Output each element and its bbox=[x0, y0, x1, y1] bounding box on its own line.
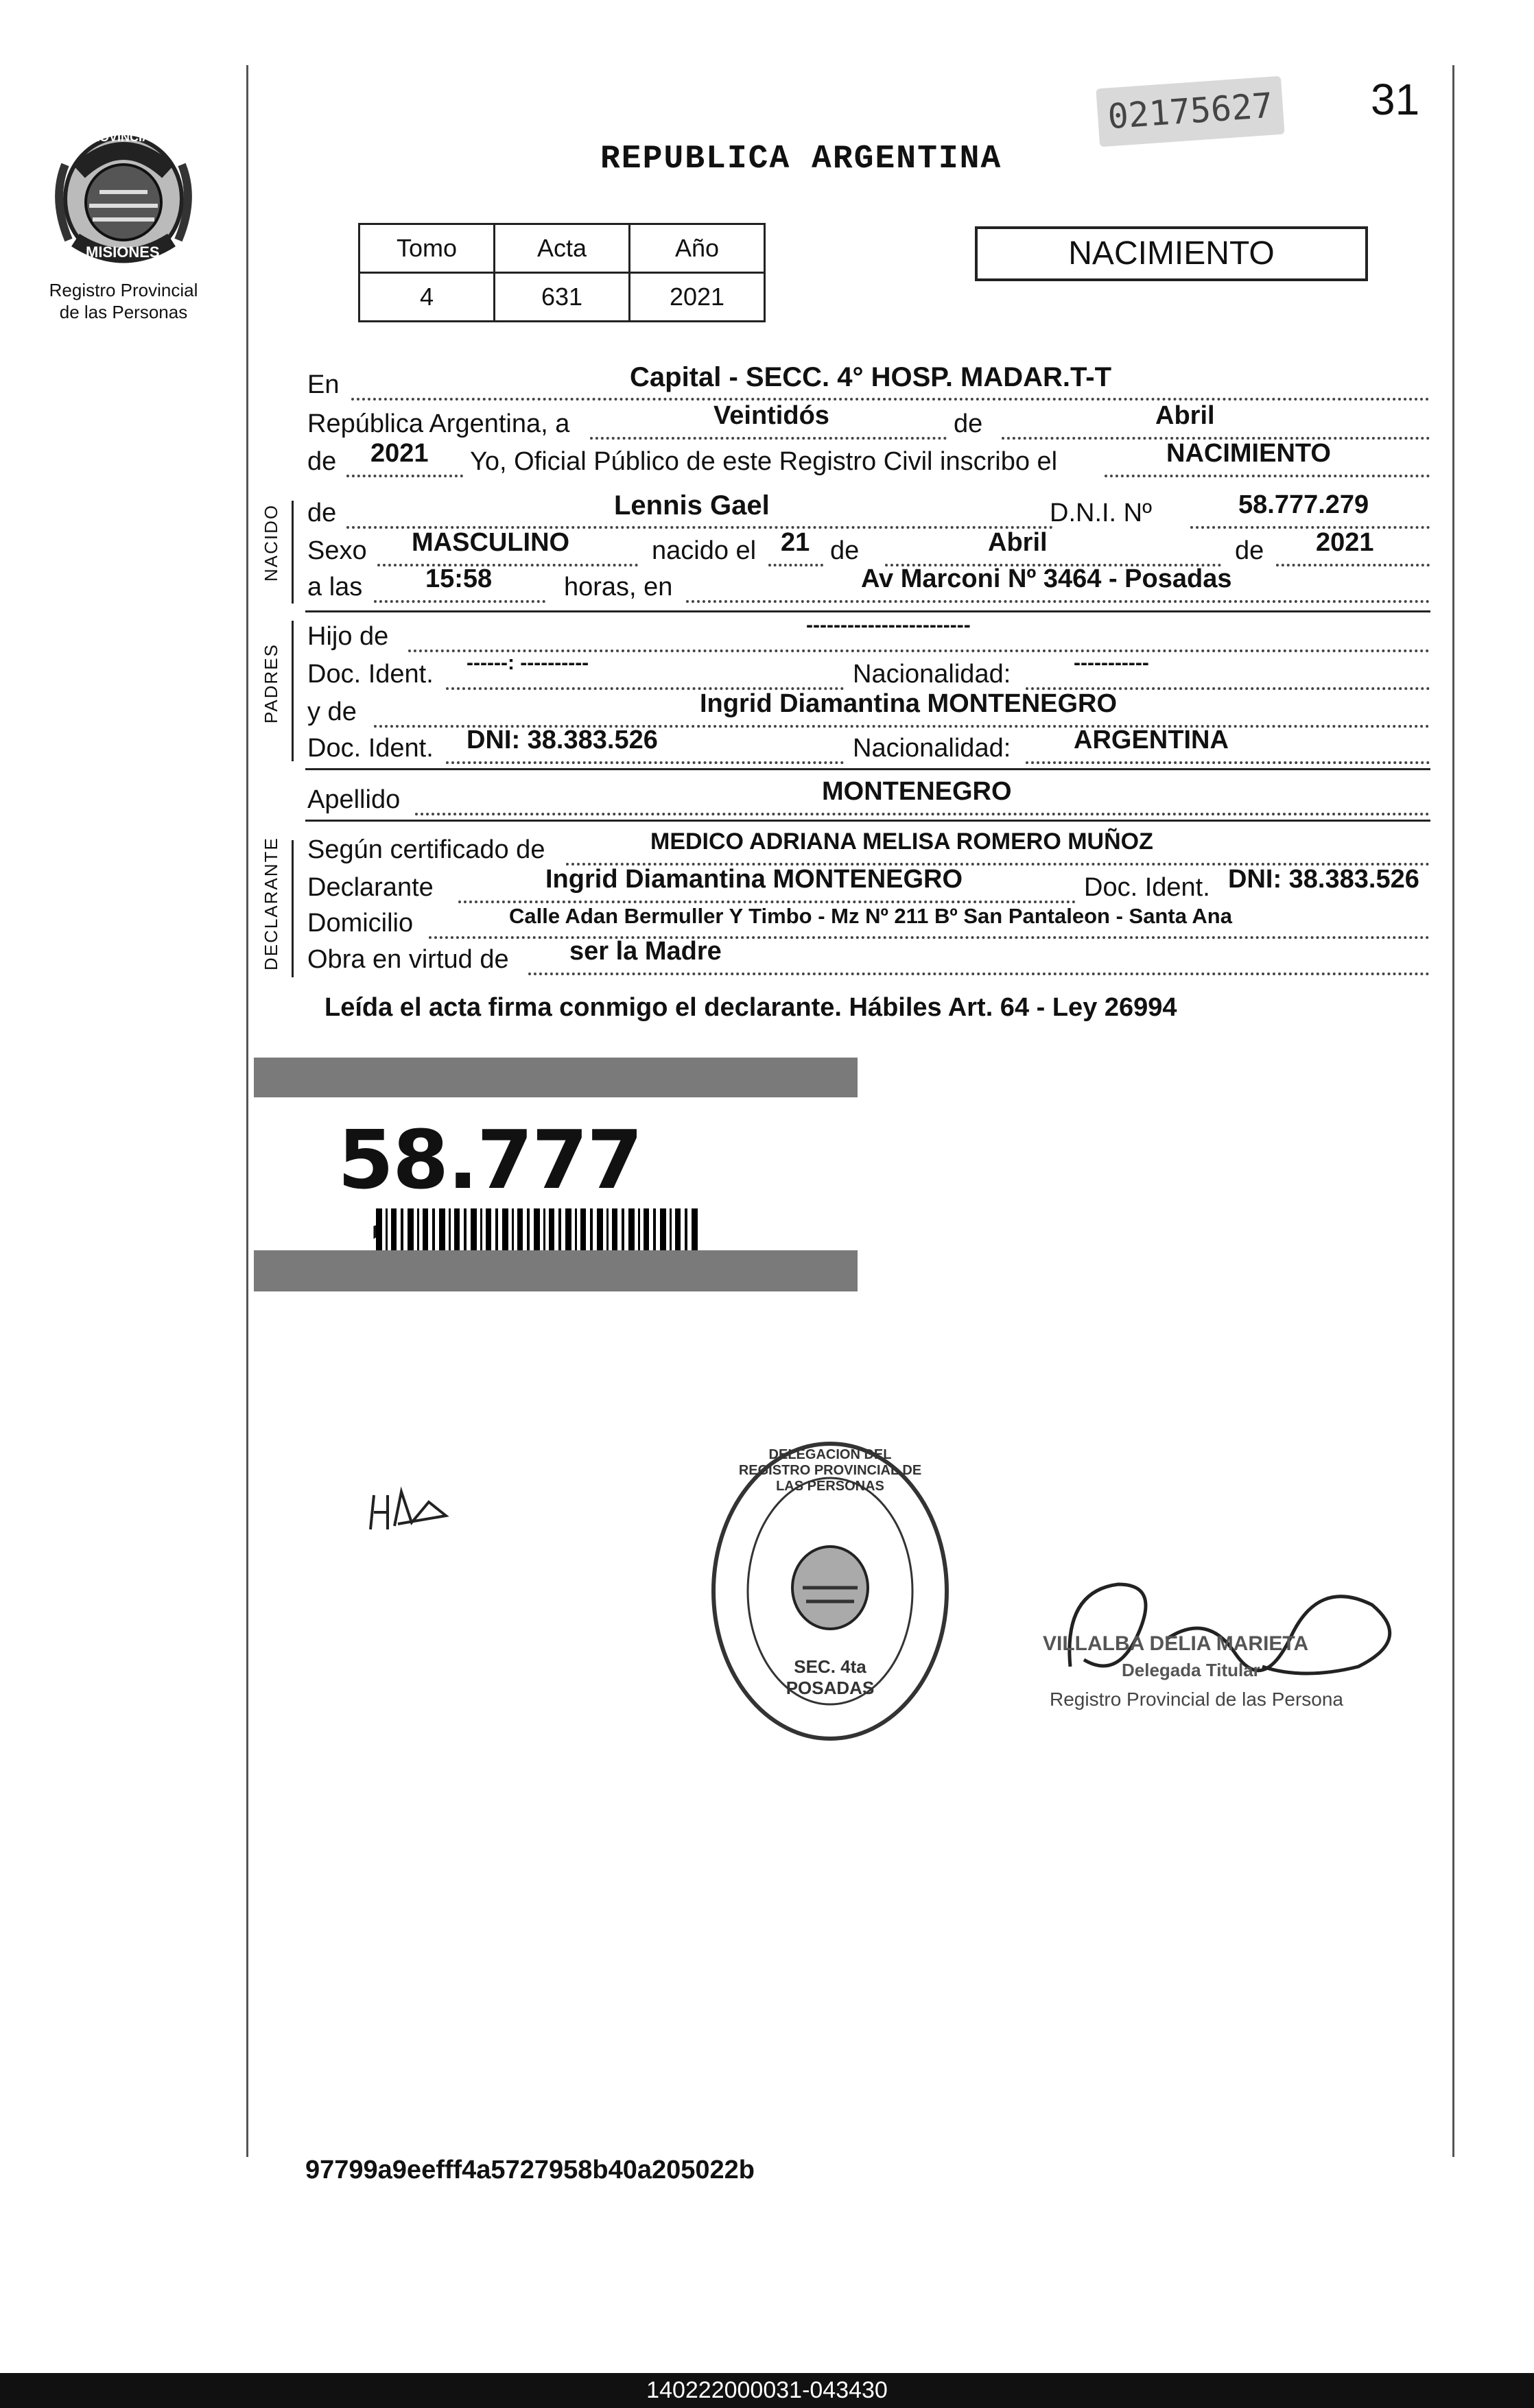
footer-code: 140222000031-043430 bbox=[646, 2377, 888, 2403]
stamp-inner-text: SEC. 4ta POSADAS bbox=[786, 1656, 875, 1698]
barcode-bottom-band bbox=[254, 1250, 858, 1291]
ref-header-acta: Acta bbox=[495, 224, 630, 273]
reference-table bbox=[358, 223, 766, 322]
republic-label: República Argentina, a bbox=[307, 409, 570, 438]
country-title: REPUBLICA ARGENTINA bbox=[600, 141, 1002, 178]
declarant-dots bbox=[458, 901, 1076, 903]
stamp-outer-text: DELEGACION DEL REGISTRO PROVINCIAL DE LAS PERSONAS bbox=[738, 1447, 922, 1494]
nacido-de-label-2: de bbox=[830, 536, 860, 565]
apellido-separator bbox=[305, 820, 1430, 822]
right-margin-line bbox=[1452, 65, 1454, 2157]
doc-ident-label-1: Doc. Ident. bbox=[307, 660, 434, 689]
month-value: Abril bbox=[1155, 401, 1215, 430]
padres-section-label: PADRES bbox=[261, 643, 281, 724]
birth-year-dots bbox=[1276, 564, 1430, 567]
apellido-dots bbox=[415, 813, 1430, 815]
footer-bar bbox=[0, 2373, 1534, 2408]
birth-day: 21 bbox=[781, 528, 810, 557]
sexo-label: Sexo bbox=[307, 536, 367, 565]
birth-place: Av Marconi Nº 3464 - Posadas bbox=[861, 564, 1232, 593]
act-word: NACIMIENTO bbox=[1166, 439, 1331, 468]
y-de-label: y de bbox=[307, 698, 357, 726]
nacido-separator bbox=[305, 610, 1430, 612]
nacionalidad-label-2: Nacionalidad: bbox=[853, 734, 1011, 763]
en-label: En bbox=[307, 370, 340, 399]
nacido-el-label: nacido el bbox=[652, 536, 757, 565]
apellido-label: Apellido bbox=[307, 785, 401, 814]
child-sex: MASCULINO bbox=[412, 528, 570, 557]
serial-stamp bbox=[1096, 76, 1284, 147]
doc-ident-label-2: Doc. Ident. bbox=[307, 734, 434, 763]
document-hash: 97799a9eefff4a5727958b40a205022b bbox=[305, 2156, 755, 2184]
hijo-de-label: Hijo de bbox=[307, 622, 389, 651]
time-dots bbox=[374, 600, 545, 603]
act-type-box bbox=[975, 226, 1368, 281]
mother-name: Ingrid Diamantina MONTENEGRO bbox=[700, 689, 1118, 718]
logo-bottom-text: MISIONES bbox=[86, 243, 160, 261]
father-name: ------------------------ bbox=[806, 614, 971, 636]
left-margin-line bbox=[246, 65, 248, 2157]
capacity-dots bbox=[528, 973, 1430, 975]
ref-header-ano: Año bbox=[630, 224, 765, 273]
padres-separator bbox=[305, 768, 1430, 770]
cert-label: Según certificado de bbox=[307, 835, 545, 864]
dni-dots bbox=[1190, 526, 1430, 529]
dni-label: D.N.I. Nº bbox=[1050, 499, 1152, 527]
day-words: Veintidós bbox=[713, 401, 829, 430]
horas-label: horas, en bbox=[564, 573, 673, 601]
officer-role: Delegada Titular bbox=[1122, 1660, 1260, 1680]
act-type-label: NACIMIENTO bbox=[1068, 235, 1275, 272]
logo-top-text: PROVINCIA DE bbox=[82, 130, 172, 144]
en-dots bbox=[351, 398, 1430, 401]
ref-header-tomo: Tomo bbox=[359, 224, 495, 273]
obra-label: Obra en virtud de bbox=[307, 945, 509, 974]
cert-value: MEDICO ADRIANA MELISA ROMERO MUÑOZ bbox=[650, 829, 1153, 855]
barcode-top-band bbox=[254, 1058, 858, 1097]
officer-text: Yo, Oficial Público de este Registro Civil inscribo el bbox=[470, 447, 1058, 476]
declarante-bracket bbox=[292, 840, 294, 977]
barcode-number: 58.777 bbox=[338, 1112, 642, 1207]
registry-name-line1: Registro Provincial bbox=[49, 280, 198, 300]
father-doc: ------: ---------- bbox=[467, 652, 589, 674]
ref-value-tomo: 4 bbox=[359, 273, 495, 322]
officer-org: Registro Provincial de las Persona bbox=[1050, 1689, 1343, 1710]
de-label-1: de bbox=[954, 409, 983, 438]
birth-day-dots bbox=[768, 564, 823, 567]
nacido-de-label-3: de bbox=[1235, 536, 1264, 565]
birth-time: 15:58 bbox=[425, 564, 493, 593]
declarant-doc-label: Doc. Ident. bbox=[1084, 873, 1210, 902]
padres-bracket bbox=[292, 621, 294, 761]
initials-signature bbox=[364, 1481, 453, 1540]
ref-value-ano: 2021 bbox=[630, 273, 765, 322]
birth-place-dots bbox=[686, 600, 1430, 603]
registry-name-line2: de las Personas bbox=[59, 302, 188, 322]
officer-name: VILLALBA DELIA MARIETA bbox=[1043, 1632, 1309, 1655]
year-dots bbox=[346, 475, 463, 477]
declarant-name: Ingrid Diamantina MONTENEGRO bbox=[545, 865, 963, 894]
de-label-2: de bbox=[307, 447, 337, 476]
declarante-label: Declarante bbox=[307, 873, 434, 902]
act-word-dots bbox=[1105, 475, 1430, 477]
mother-nat: ARGENTINA bbox=[1074, 726, 1229, 754]
page-number: 31 bbox=[1371, 75, 1420, 124]
mother-doc-dots bbox=[446, 761, 844, 764]
mother-doc: DNI: 38.383.526 bbox=[467, 726, 658, 754]
official-stamp bbox=[707, 1437, 954, 1745]
a-las-label: a las bbox=[307, 573, 363, 601]
serial-stamp-number: 02175627 bbox=[1106, 85, 1275, 137]
nacido-section-label: NACIDO bbox=[261, 503, 281, 582]
mother-nat-dots bbox=[1026, 761, 1430, 764]
nacido-bracket bbox=[292, 501, 294, 604]
sex-dots bbox=[377, 564, 638, 567]
apellido-value: MONTENEGRO bbox=[822, 777, 1012, 806]
republic-dots bbox=[590, 437, 947, 440]
domicilio-label: Domicilio bbox=[307, 909, 414, 938]
place-value: Capital - SECC. 4° HOSP. MADAR.T-T bbox=[630, 362, 1112, 392]
father-nat: ----------- bbox=[1074, 652, 1149, 674]
barcode-label bbox=[254, 1049, 858, 1307]
nacionalidad-label-1: Nacionalidad: bbox=[853, 660, 1011, 689]
birth-year: 2021 bbox=[1316, 528, 1374, 557]
year-value: 2021 bbox=[370, 439, 429, 468]
closing-statement: Leída el acta firma conmigo el declarante. Hábiles Art. 64 - Ley 26994 bbox=[324, 993, 1177, 1022]
capacity-value: ser la Madre bbox=[569, 937, 722, 966]
declarant-doc: DNI: 38.383.526 bbox=[1228, 865, 1419, 894]
ref-value-acta: 631 bbox=[495, 273, 630, 322]
declarante-section-label: DECLARANTE bbox=[261, 837, 281, 970]
address-value: Calle Adan Bermuller Y Timbo - Mz Nº 211 Bº San Pantaleon - Santa Ana bbox=[509, 904, 1232, 928]
nacido-de-label: de bbox=[307, 499, 337, 527]
birth-month: Abril bbox=[988, 528, 1048, 557]
child-dni: 58.777.279 bbox=[1238, 490, 1369, 519]
child-name: Lennis Gael bbox=[614, 490, 770, 521]
